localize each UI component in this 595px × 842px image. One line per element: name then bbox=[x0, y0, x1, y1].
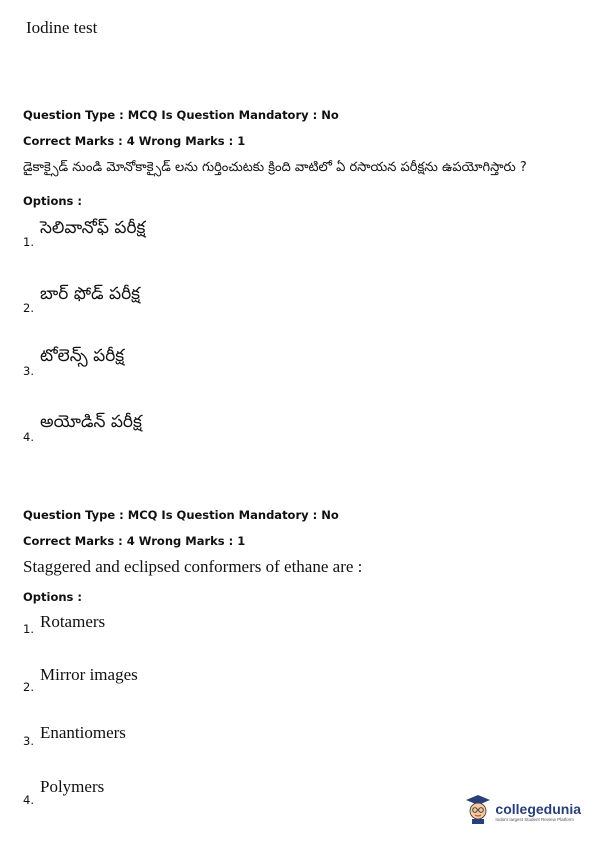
question-2-option-3[interactable]: Enantiomers bbox=[40, 723, 126, 742]
question-1-option-3[interactable]: టోలెన్స్ పరీక్ష bbox=[40, 346, 125, 366]
question-1-text: డైకాక్సైడ్ నుండి మోనోకాక్సైడ్ లను గుర్తించుటకు క్రింది వాటిలో ఏ రసాయన పరీక్షను ఉపయోగిస్తారు ? bbox=[23, 160, 527, 175]
question-1-marks: Correct Marks : 4 Wrong Marks : 1 bbox=[23, 134, 246, 148]
question-2-option-3-number: 3. bbox=[23, 734, 34, 748]
question-2-option-1-number: 1. bbox=[23, 622, 34, 636]
graduate-mascot-icon bbox=[465, 794, 491, 828]
question-1-option-4-number: 4. bbox=[23, 430, 34, 444]
question-2-option-1[interactable]: Rotamers bbox=[40, 612, 106, 631]
question-1-option-1[interactable]: సెలివానోఫ్ పరీక్ష bbox=[40, 218, 146, 238]
question-2-text: Staggered and eclipsed conformers of ethane are : bbox=[23, 557, 363, 576]
question-1-option-3-number: 3. bbox=[23, 364, 34, 378]
question-1-option-1-number: 1. bbox=[23, 235, 34, 249]
question-2-option-4[interactable]: Polymers bbox=[40, 777, 105, 796]
question-2-type: Question Type : MCQ Is Question Mandatory : No bbox=[23, 508, 339, 522]
collegedunia-logo[interactable] bbox=[465, 794, 581, 828]
question-1-options-label: Options : bbox=[23, 194, 82, 208]
question-1-option-2[interactable]: బార్ ఫోడ్ పరీక్ష bbox=[40, 284, 141, 304]
question-2-option-4-number: 4. bbox=[23, 793, 34, 807]
question-1-type: Question Type : MCQ Is Question Mandatory : No bbox=[23, 108, 339, 122]
question-2-option-2-number: 2. bbox=[23, 680, 34, 694]
question-2-marks: Correct Marks : 4 Wrong Marks : 1 bbox=[23, 534, 246, 548]
logo-tagline: India's largest Student Review Platform bbox=[495, 816, 574, 822]
page-title: Iodine test bbox=[26, 18, 98, 37]
question-1-option-4[interactable]: అయోడిన్ పరీక్ష bbox=[40, 412, 142, 432]
logo-name: collegedunia bbox=[495, 800, 581, 817]
question-2-option-2[interactable]: Mirror images bbox=[40, 665, 138, 684]
question-2-options-label: Options : bbox=[23, 590, 82, 604]
question-1-option-2-number: 2. bbox=[23, 301, 34, 315]
